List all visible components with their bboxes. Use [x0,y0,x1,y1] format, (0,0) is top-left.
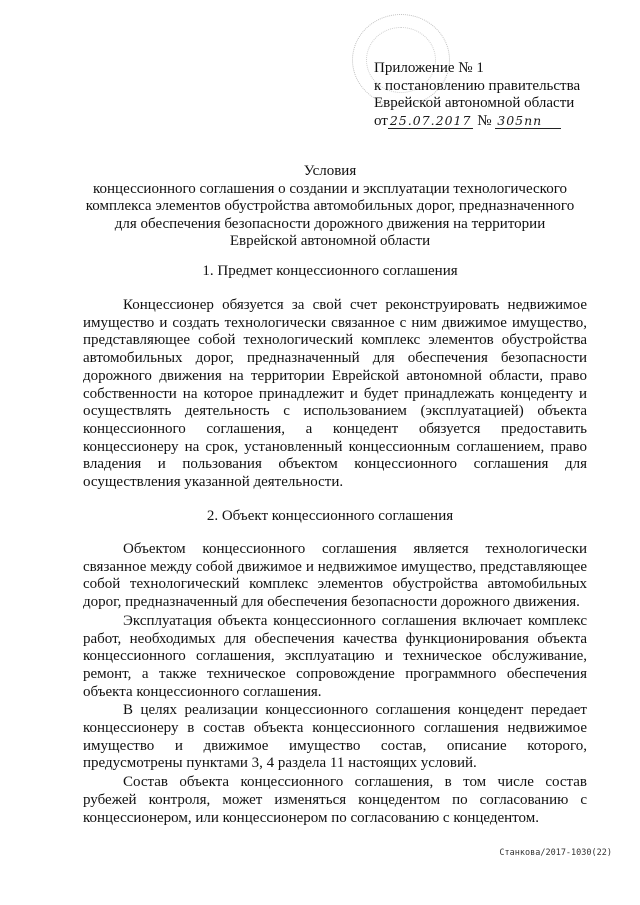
section-2-heading: 2. Объект концессионного соглашения [206,508,454,524]
section-2-body [83,541,587,827]
title-line-4: для обеспечения безопасности дорожного движения на территории [114,215,546,232]
date-prefix: от [374,112,388,129]
number-value: 305пп [495,114,561,129]
appendix-line-3: Еврейской автономной области [374,95,575,111]
section-2-paragraph: Объектом концессионного соглашения является технологически связанное между собой движимое и недвижимое имущество, представляющее собой технологический комплекс элементов обустройства автомобильных дорог, предназначенный для обеспечения безопасности дорожного движения. [83,541,587,611]
date-value: 25.07.2017 [389,112,472,128]
title-line-3: комплекса элементов обустройства автомобильных дорог, предназначенного [85,198,575,215]
section-1-heading: 1. Предмет концессионного соглашения [202,263,458,279]
footer-code: Станкова/2017-1030(22) [499,848,612,858]
title-line-2: концессионного соглашения о создании и эксплуатации технологического [93,180,567,197]
section-1-body [83,297,587,492]
section-2-paragraph: Эксплуатация объекта концессионного соглашения включает комплекс работ, необходимых для обеспечения качества функционирования объекта концессионного соглашения, эксплуатацию и техническое обслуживание, ремонт, а также техническое сопровождение программного обеспечения объекта концессионного соглашения. [83,612,587,700]
number-prefix: № [477,112,492,129]
section-1-paragraph: Концессионер обязуется за свой счет реконструировать недвижимое имущество и создать технологически связанное с ним движимое имущество, представляющее собой технологический комплекс элементов обустройства автомобильных дорог, предназначенный для обеспечения безопасности дорожного движения на территории Еврейской автономной области, право собственности на которое принадлежит и будет принадлежать концеденту и осуществлять деятельность с использованием (эксплуатацией) объекта концессионного соглашения, а концедент обязуется предоставить концессионеру на срок, установленный концессионным соглашением, право владения и пользования объектом концессионного соглашения для осуществления указанной деятельности. [83,297,587,491]
section-2-paragraph: В целях реализации концессионного соглашения концедент передает концессионеру в состав объекта концессионного соглашения недвижимое имущество и движимое имущество состав, описание которого, предусмотрены пунктами 3, 4 раздела 11 настоящих условий. [83,702,587,772]
title-line-5: Еврейской автономной области [229,233,431,250]
appendix-line-1: Приложение № 1 [374,60,484,76]
section-2-paragraph: Состав объекта концессионного соглашения, в том числе состав рубежей контроля, может изменяться концедентом по согласованию с концессионером, или концессионером по согласованию с концедентом. [83,774,587,826]
document-title [80,163,580,251]
title-line-1: Условия [303,163,357,179]
appendix-block [374,60,614,130]
appendix-line-2: к постановлению правительства [374,77,581,94]
appendix-date-line [374,113,614,131]
